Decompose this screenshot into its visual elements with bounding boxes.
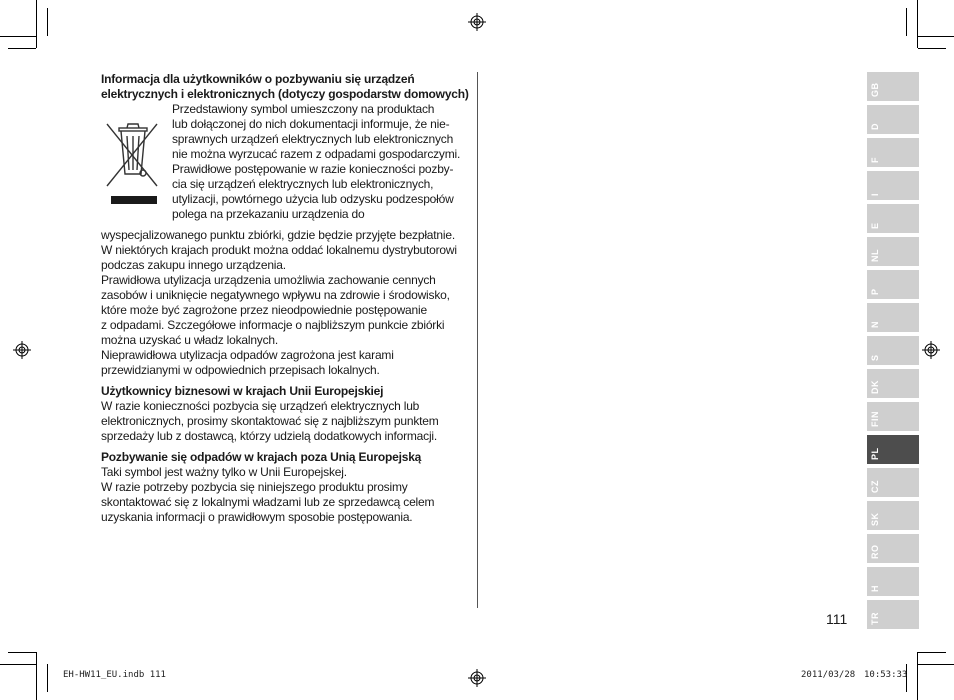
tab-label: GB xyxy=(870,82,880,97)
crop-mark xyxy=(8,652,36,653)
weee-line: lub dołączonej do nich dokumentacji informuje, że nie- xyxy=(172,117,450,131)
registration-mark-icon xyxy=(468,13,486,31)
outside-eu-line: skontaktować się z lokalnymi władzami lub ze sprzedawcą celem xyxy=(101,495,435,509)
weee-line: nie można wyrzucać razem z odpadami gospodarczymi. xyxy=(172,147,461,161)
tab-label: NL xyxy=(870,249,880,262)
weee-line: podczas zakupu innego urządzenia. xyxy=(101,258,286,272)
tab-cz[interactable] xyxy=(867,468,919,497)
tab-label: H xyxy=(870,585,880,592)
outside-eu-line: Taki symbol jest ważny tylko w Unii Europejskej. xyxy=(101,465,347,479)
tab-label: F xyxy=(870,157,880,163)
tab-d[interactable] xyxy=(867,105,919,134)
tab-ro[interactable] xyxy=(867,534,919,563)
crop-mark xyxy=(0,36,36,37)
tab-label: E xyxy=(870,222,880,229)
weee-line: wyspecjalizowanego punktu zbiórki, gdzie będzie przyjęte bezpłatnie. xyxy=(101,228,455,242)
outside-eu-line: uzyskania informacji o prawidłowym sposobie postępowania. xyxy=(101,510,413,524)
registration-mark-icon xyxy=(468,669,486,687)
tab-fin[interactable] xyxy=(867,402,919,431)
tab-pl[interactable] xyxy=(867,435,919,464)
tab-s[interactable] xyxy=(867,336,919,365)
business-line: sprzedaży lub z dostawcą, którzy udzielą dodatkowych informacji. xyxy=(101,429,438,443)
footer-time: 10:53:33 xyxy=(864,670,908,680)
tab-p[interactable] xyxy=(867,270,919,299)
crop-mark xyxy=(36,652,37,700)
crop-mark xyxy=(917,0,918,48)
weee-side-text xyxy=(172,102,472,222)
weee-line: przewidzianymi w odpowiednich przepisach lokalnych. xyxy=(101,363,380,377)
crop-mark xyxy=(918,664,954,665)
crop-mark xyxy=(906,8,907,36)
crop-mark xyxy=(47,664,48,692)
registration-mark-icon xyxy=(13,341,31,359)
weee-line: zasobów i uniknięcie negatywnego wpływu na zdrowie i środowisko, xyxy=(101,288,450,302)
tab-gb[interactable] xyxy=(867,72,919,101)
weee-line: polega na przekazaniu urządzenia do xyxy=(172,207,365,221)
footer-file: EH-HW11_EU.indb 111 xyxy=(63,670,166,680)
tab-label: PL xyxy=(870,447,880,460)
crop-mark xyxy=(8,48,36,49)
tab-label: N xyxy=(870,321,880,328)
tab-f[interactable] xyxy=(867,138,919,167)
crop-mark xyxy=(918,48,946,49)
tab-label: P xyxy=(870,288,880,295)
tab-label: TR xyxy=(870,612,880,625)
footer-date: 2011/03/28 xyxy=(801,670,856,680)
weee-line: Przedstawiony symbol umieszczony na produktach xyxy=(172,102,435,116)
weee-line: z odpadami. Szczegółowe informacje o najbliższym punkcie zbiórki xyxy=(101,318,445,332)
disposal-information xyxy=(101,72,471,525)
outside-eu-heading: Pozbywanie się odpadów w krajach poza Unią Europejską xyxy=(101,450,422,464)
crop-mark xyxy=(918,652,946,653)
tab-label: DK xyxy=(870,380,880,394)
tab-label: D xyxy=(870,123,880,130)
crop-mark xyxy=(47,8,48,36)
tab-label: FIN xyxy=(870,411,880,427)
tab-label: RO xyxy=(870,544,880,559)
weee-line: utylizacji, powtórnego użycia lub odzysku podzespołów xyxy=(172,192,454,206)
crop-mark xyxy=(0,664,36,665)
weee-line: Prawidłowa utylizacja urządzenia umożliwia zachowanie cennych xyxy=(101,273,436,287)
crossed-out-wheeled-bin-icon xyxy=(101,116,163,216)
tab-e[interactable] xyxy=(867,204,919,233)
crop-mark xyxy=(917,652,918,700)
weee-line: które może być zagrożone przez nieodpowiednie postępowanie xyxy=(101,303,427,317)
tab-label: I xyxy=(870,192,880,196)
crop-mark xyxy=(36,0,37,48)
page-number: 111 xyxy=(826,611,848,627)
outside-eu-line: W razie potrzeby pozbycia się niniejszego produktu prosimy xyxy=(101,480,408,494)
tab-tr[interactable] xyxy=(867,600,919,629)
column-divider xyxy=(477,72,478,608)
business-heading: Użytkownicy biznesowi w krajach Unii Europejskiej xyxy=(101,384,384,398)
weee-line: sprawnych urządzeń elektrycznych lub elektronicznych xyxy=(172,132,454,146)
business-line: W razie konieczności pozbycia się urządzeń elektrycznych lub xyxy=(101,399,420,413)
weee-line: można uzyskać u władz lokalnych. xyxy=(101,333,279,347)
weee-line: W niektórych krajach produkt można oddać lokalnemu dystrybutorowi xyxy=(101,243,457,257)
tab-label: CZ xyxy=(870,480,880,493)
tab-label: SK xyxy=(870,512,880,526)
weee-symbol-block xyxy=(101,102,471,228)
tab-sk[interactable] xyxy=(867,501,919,530)
tab-label: S xyxy=(870,354,880,361)
tab-n[interactable] xyxy=(867,303,919,332)
weee-line: Prawidłowe postępowanie w razie konieczności pozby- xyxy=(172,162,454,176)
registration-mark-icon xyxy=(922,341,940,359)
crop-mark xyxy=(918,36,954,37)
business-line: elektronicznych, prosimy skontaktować się z najbliższym punktem xyxy=(101,414,439,428)
tab-h[interactable] xyxy=(867,567,919,596)
tab-i[interactable] xyxy=(867,171,919,200)
weee-heading: Informacja dla użytkowników o pozbywaniu się urządzeń elektrycznych i elektronicznych (dotyczy gospodarstw domowych) xyxy=(101,72,469,101)
tab-dk[interactable] xyxy=(867,369,919,398)
tab-nl[interactable] xyxy=(867,237,919,266)
weee-line: cia się urządzeń elektrycznych lub elektronicznych, xyxy=(172,177,434,191)
weee-line: Nieprawidłowa utylizacja odpadów zagrożona jest karami xyxy=(101,348,394,362)
